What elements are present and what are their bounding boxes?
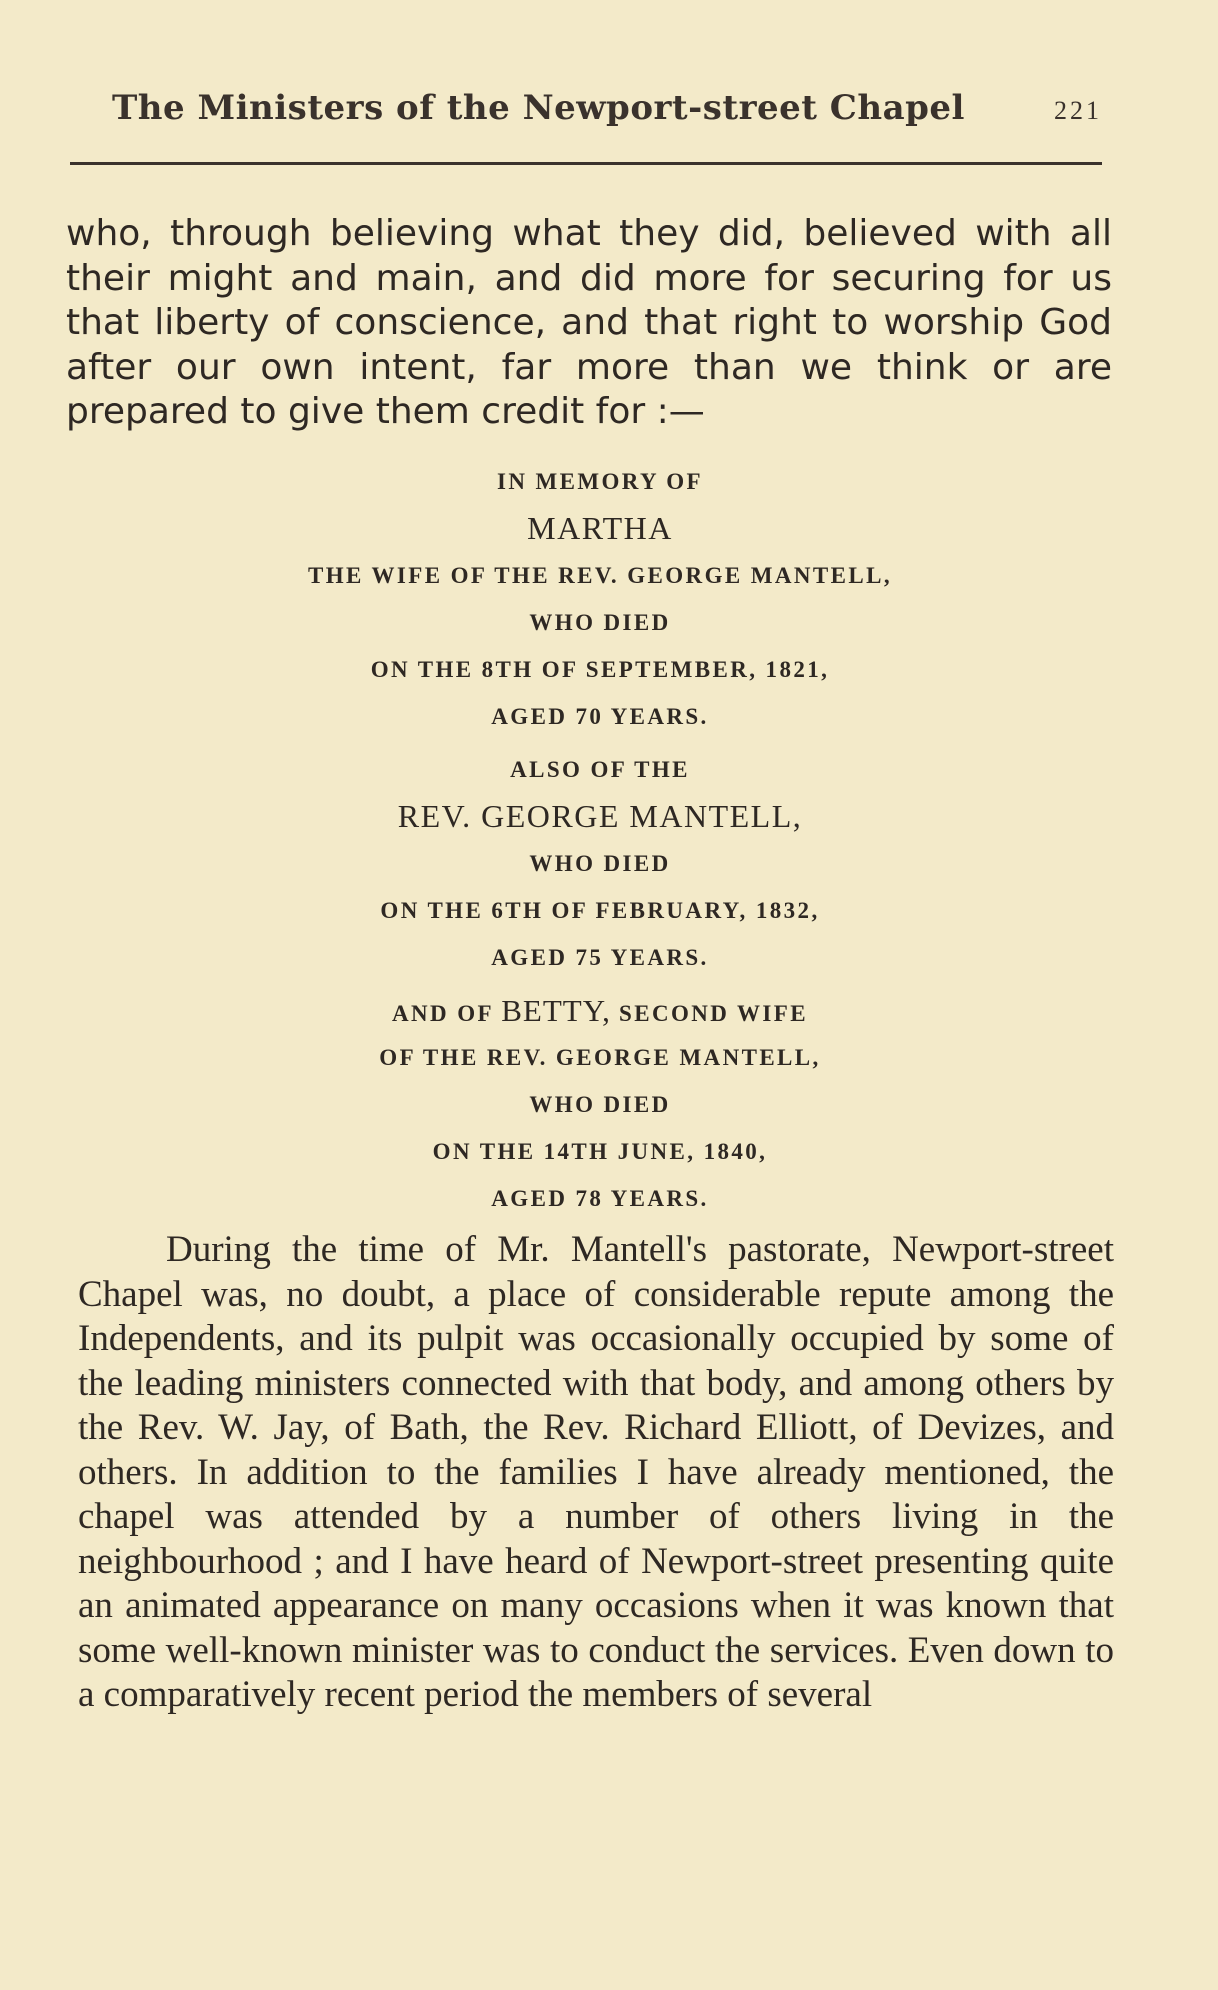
header-rule	[70, 162, 1102, 165]
inscription-name-martha: MARTHA	[527, 510, 673, 546]
inscription-line: ALSO OF THE	[510, 757, 690, 782]
inscription-line: ON THE 8TH OF SEPTEMBER, 1821,	[370, 657, 830, 682]
memorial-inscription	[100, 458, 1100, 1222]
closing-paragraph-text: During the time of Mr. Mantell's pastorate, Newport-street Chapel was, no doubt, a place of considerable repute among the Independents, and its pulpit was occasionally occupied by some of the leading ministers connected with that body, and among others by the Rev. W. Jay, of Bath, the Rev. Richard Elliott, of Devizes, and others. In addition to the families I have already mentioned, the chapel was attended by a number of others living in the neighbourhood ; and I have heard of Newport-street presenting quite an animated appearance on many occasions when it was known that some well-known minister was to conduct the services. Even down to a comparatively recent period the members of several	[78, 1229, 1114, 1715]
closing-paragraph	[78, 1228, 1114, 1718]
inscription-line: AGED 70 YEARS.	[491, 704, 709, 729]
inscription-betty-pre: AND OF	[392, 1001, 494, 1026]
inscription-line: IN MEMORY OF	[496, 469, 703, 494]
running-head	[112, 88, 1102, 138]
intro-paragraph-text: who, through believing what they did, believed with all their might and main, and did more for securing for us that liberty of conscience, and that right to worship God after our own intent, far more than we think or are prepared to give them credit for :—	[66, 213, 1112, 432]
inscription-name-betty: BETTY,	[501, 993, 611, 1028]
inscription-betty-post: SECOND WIFE	[619, 1001, 808, 1026]
inscription-line: WHO DIED	[529, 851, 671, 876]
inscription-line: WHO DIED	[529, 610, 671, 635]
inscription-name-george: REV. GEORGE MANTELL,	[397, 798, 803, 834]
intro-paragraph	[66, 212, 1112, 435]
inscription-line: AGED 78 YEARS.	[491, 1186, 709, 1211]
inscription-line: AGED 75 YEARS.	[491, 945, 709, 970]
running-head-title: The Ministers of the Newport-street Chapel	[112, 88, 965, 128]
inscription-line: OF THE REV. GEORGE MANTELL,	[379, 1045, 821, 1070]
page-number: 221	[1054, 96, 1102, 125]
inscription-line: ON THE 6TH OF FEBRUARY, 1832,	[380, 898, 820, 923]
inscription-line: ON THE 14TH JUNE, 1840,	[432, 1139, 768, 1164]
inscription-line: WHO DIED	[529, 1092, 671, 1117]
inscription-line-betty	[100, 987, 1100, 1034]
inscription-line: THE WIFE OF THE REV. GEORGE MANTELL,	[308, 563, 892, 588]
